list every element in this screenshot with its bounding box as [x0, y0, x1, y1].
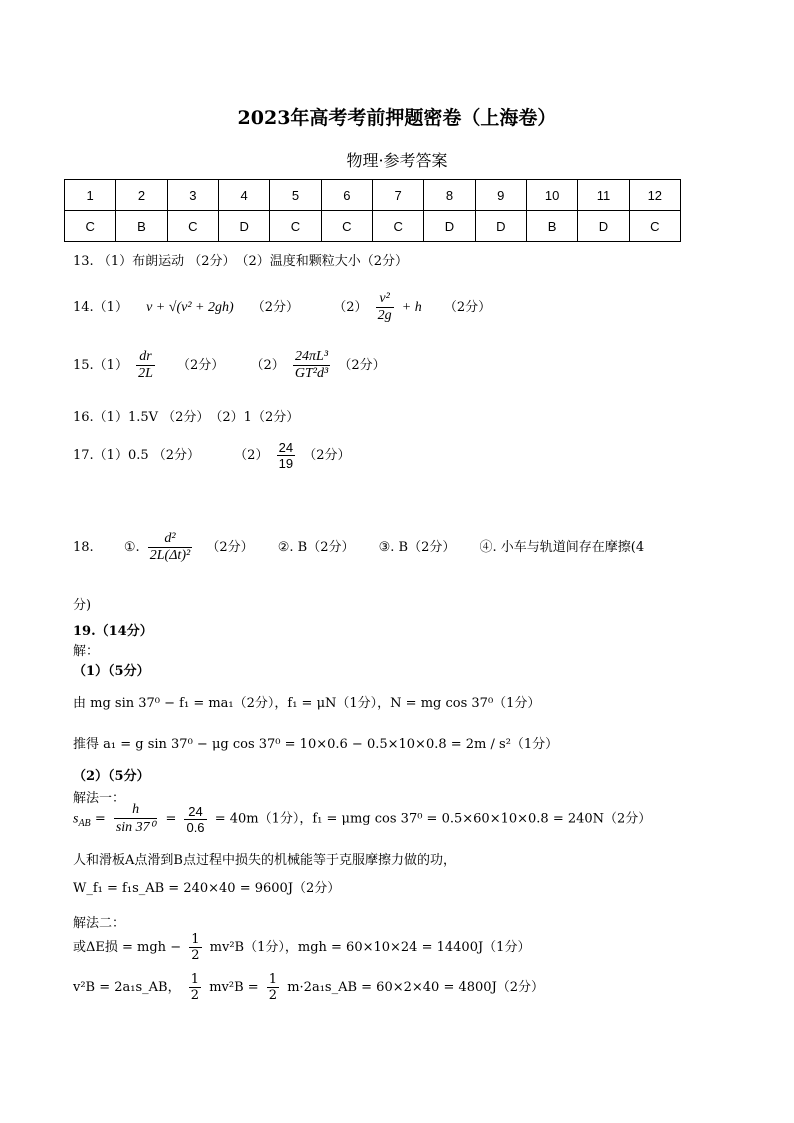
q15-score2: （2分） [338, 358, 386, 373]
q19-eq4: W_f₁ = f₁s_AB = 240×40 = 9600J（2分） [73, 881, 341, 896]
eq6-half1-den: 2 [190, 988, 200, 1003]
q19-eq5 [73, 932, 530, 963]
question-number-row [65, 180, 681, 211]
q14-expr1: v + √(v² + 2gh) [146, 300, 234, 315]
question-number: 11 [578, 180, 629, 211]
question-number: 8 [424, 180, 475, 211]
q18-fraction [148, 531, 192, 564]
q19-solution-label: 解： [73, 644, 100, 659]
q14-part2: （2） [333, 300, 368, 315]
answer-cell: B [116, 211, 167, 242]
eq3-sub: AB [78, 818, 91, 830]
eq6-half2 [267, 972, 279, 1003]
answer-17 [73, 440, 350, 471]
answer-cell: C [65, 211, 116, 242]
q19-method1: 解法一： [73, 791, 126, 806]
answer-cell: C [372, 211, 423, 242]
q13-label: 13. [73, 254, 94, 269]
q15-num1: dr [136, 349, 155, 366]
question-number: 6 [321, 180, 372, 211]
eq3-den1: sin 37⁰ [115, 820, 156, 835]
q14-label: 14.（1） [73, 300, 128, 315]
q19-part2: （2）（5分） [73, 769, 150, 784]
q18-choice3: ③. B（2分） [378, 540, 456, 555]
question-number: 3 [167, 180, 218, 211]
question-number: 12 [629, 180, 680, 211]
answer-cell: B [526, 211, 577, 242]
eq6-pre: v²B = 2a₁s_AB， [73, 980, 181, 995]
q17-part2: （2） [234, 448, 269, 463]
eq3-frac1 [114, 802, 157, 836]
q15-den1: 2L [138, 366, 153, 381]
eq3-num1: h [114, 802, 157, 819]
eq5-post: mv²B（1分），mgh = 60×10×24 = 14400J（1分） [209, 940, 531, 955]
q14-den: 2g [377, 308, 392, 323]
eq3-den2: 0.6 [186, 819, 205, 835]
q15-fraction2 [293, 349, 330, 382]
q19-part1: （1）（5分） [73, 664, 150, 679]
eq5-half-num: 1 [191, 932, 200, 947]
q19-method2: 解法二： [73, 916, 126, 931]
q17-score2: （2分） [303, 448, 351, 463]
q17-den: 19 [278, 456, 294, 471]
q18-continuation: 分) [73, 598, 92, 613]
eq3-lhs: s [73, 811, 79, 827]
eq6-mid: mv²B = [209, 980, 259, 995]
answer-cell: C [629, 211, 680, 242]
answer-14 [73, 291, 491, 324]
q14-score1: （2分） [251, 300, 300, 315]
q15-part2: （2） [250, 358, 285, 373]
q17-label: 17.（1）0.5 （2分） [73, 448, 201, 463]
q19-text1: 人和滑板A点滑到B点过程中损失的机械能等于克服摩擦力做的功， [73, 853, 456, 868]
q18-label: 18. [73, 540, 94, 555]
q14-score2: （2分） [443, 300, 492, 315]
eq6-half1 [189, 972, 201, 1003]
q19-eq3: $s_{AB}$ = $\frac{h}{\text{sin 37⁰}}$ = $\frac{24}{0.6}$ = 40m（1分），f₁ = μmg cos 37⁰ = 0.5×60×10×0.8 = 240N（2分） [73, 802, 652, 835]
eq3-num2: 24 [184, 804, 206, 820]
answer-cell: C [321, 211, 372, 242]
answer-row [65, 211, 681, 242]
q18-score1: （2分） [206, 540, 254, 555]
answer-cell: C [167, 211, 218, 242]
eq6-post: m·2a₁s_AB = 60×2×40 = 4800J（2分） [287, 980, 545, 995]
page-subtitle: 物理·参考答案 [346, 151, 448, 170]
q18-choice2: ②. B（2分） [277, 540, 355, 555]
eq5-half-den: 2 [191, 948, 200, 963]
answer-cell: D [218, 211, 269, 242]
q18-den: 2L(Δt)² [149, 548, 191, 563]
answer-15 [73, 349, 386, 382]
question-number: 1 [65, 180, 116, 211]
eq5-half [189, 932, 201, 963]
q19-eq1: 由 mg sin 37⁰ − f₁ = ma₁（2分），f₁ = μN（1分），N = mg cos 37⁰（1分） [73, 696, 541, 711]
q15-score1: （2分） [177, 358, 225, 373]
answer-18 [73, 531, 644, 564]
q15-fraction1 [136, 349, 155, 382]
page-title: 2023年高考考前押题密卷（上海卷） [237, 107, 557, 129]
q18-num: d² [148, 531, 192, 548]
question-number: 10 [526, 180, 577, 211]
q17-fraction [277, 440, 295, 471]
q17-num: 24 [278, 440, 294, 455]
question-number: 5 [270, 180, 321, 211]
q18-choice1: ①. [123, 540, 140, 555]
eq6-half2-den: 2 [268, 988, 278, 1003]
answer-table [64, 179, 681, 242]
answer-16: 16.（1）1.5V （2分） （2）1（2分） [73, 410, 300, 425]
eq6-half2-num: 1 [268, 972, 278, 987]
q13-text: （1）布朗运动 （2分） （2）温度和颗粒大小（2分） [97, 254, 409, 269]
q19-eq6 [73, 972, 544, 1003]
question-number: 4 [218, 180, 269, 211]
q14-plus: + h [401, 300, 422, 315]
q15-den2: GT²d³ [294, 366, 329, 381]
q19-header: 19.（14分） [73, 624, 153, 639]
q15-label: 15.（1） [73, 358, 128, 373]
question-number: 7 [372, 180, 423, 211]
answer-cell: C [270, 211, 321, 242]
answer-cell: D [475, 211, 526, 242]
q18-choice4: ④. 小车与轨道间存在摩擦(4 [479, 540, 645, 555]
answer-cell: D [578, 211, 629, 242]
eq3-frac2 [184, 804, 206, 835]
eq3-rest: = 40m（1分），f₁ = μmg cos 37⁰ = 0.5×60×10×0.8 = 240N（2分） [214, 811, 652, 827]
q14-fraction [376, 291, 394, 324]
q14-num: v² [376, 291, 394, 308]
q19-eq2: 推得 a₁ = g sin 37⁰ − μg cos 37⁰ = 10×0.6 − 0.5×10×0.8 = 2m / s²（1分） [73, 737, 559, 752]
answer-13 [73, 250, 408, 269]
q15-num2: 24πL³ [293, 349, 330, 366]
question-number: 2 [116, 180, 167, 211]
eq5-pre: 或ΔE损 = mgh − [73, 940, 182, 955]
eq6-half1-num: 1 [190, 972, 200, 987]
question-number: 9 [475, 180, 526, 211]
answer-cell: D [424, 211, 475, 242]
